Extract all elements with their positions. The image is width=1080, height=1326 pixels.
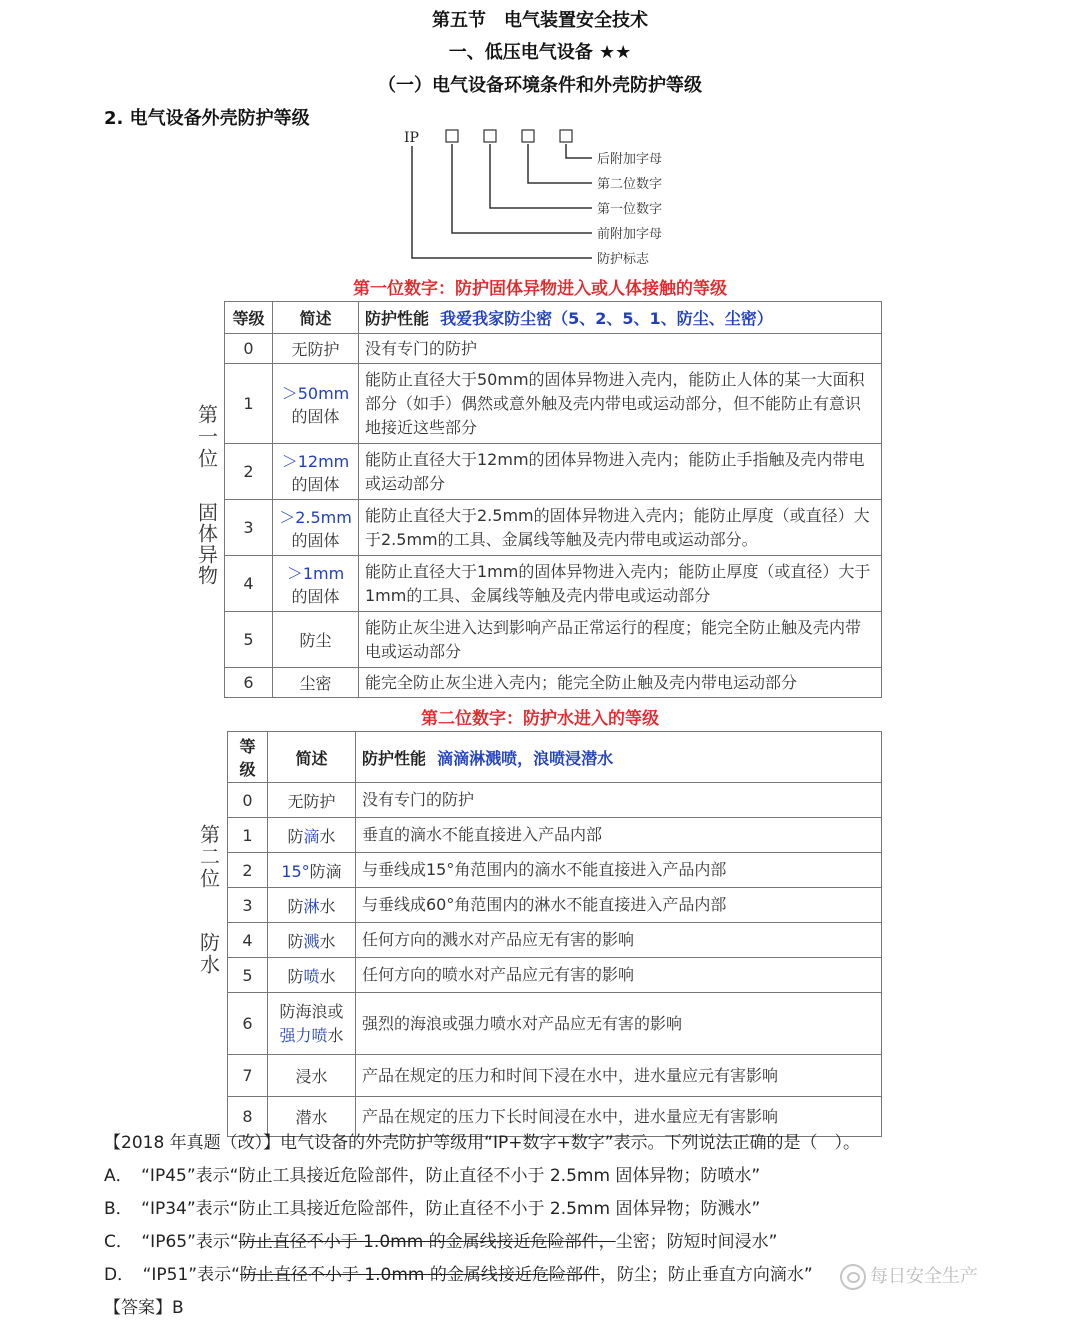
watermark: 每日安全生产 [840,1262,978,1290]
table-row: 3 ＞2.5mm 的固体 能防止直径大于2.5mm的固体异物进入壳内；能防止厚度（或直径）大于2.5mm的工具、金属线等触及壳内带电或运动部分。 [225,500,882,556]
label-second-digit: 第二位数字 [597,177,663,192]
option-d: D． “IP51”表示“防止直径不小于 1.0mm 的金属线接近危险部件，防尘；防止垂直方向滴水” [104,1265,813,1285]
table-row: 5 防尘 能防止灰尘进入达到影响产品正常运行的程度；能完全防止触及壳内带电或运动部分 [225,612,882,668]
table-row: 8 潜水 产品在规定的压力下长时间浸在水中，进水量应无有害影响 [228,1097,882,1137]
digit-box-4 [560,130,572,142]
option-b: B． “IP34”表示“防止工具接近危险部件，防止直径不小于 2.5mm 固体异物；防溅水” [104,1199,761,1219]
digit-box-2 [484,130,496,142]
table1-caption: 第一位数字：防护固体异物进入或人体接触的等级 [353,279,727,299]
header-brief: 简述 [273,302,359,334]
header-grade: 等级 [225,302,273,334]
table-row: 5 防喷水 任何方向的喷水对产品应元有害的影响 [228,958,882,993]
sub-sub-title: （一）电气设备环境条件和外壳防护等级 [378,75,702,96]
table1-header-row [225,302,882,334]
table-row: 6 防海浪或 强力喷水 强烈的海浪或强力喷水对产品应无有害的影响 [228,993,882,1055]
table-row: 0 无防护 没有专门的防护 [228,783,882,818]
answer: 【答案】B [104,1298,184,1318]
table2-header-row: 等级 简述 防护性能 滴滴淋溅喷，浪喷浸潜水 [228,732,882,783]
ip-prefix: IP [404,130,419,146]
table-row: 2 ＞12mm 的固体 能防止直径大于12mm的团体异物进入壳内；能防止手指触及壳内带电或运动部分 [225,444,882,500]
table-row: 4 ＞1mm 的固体 能防止直径大于1mm的固体异物进入壳内；能防止厚度（或直径）大于1mm的工具、金属线等触及壳内带电或运动部分 [225,556,882,612]
label-prefix-letter: 前附加字母 [597,227,663,242]
table-row: 1 ＞50mm 的固体 能防止直径大于50mm的固体异物进入壳内，能防止人体的某一大面积部分（如手）偶然或意外触及壳内带电或运动部分，但不能防止有意识地接近这些部分 [225,364,882,444]
option-d-struck: 防止直径不小于 1.0mm 的金属线接近危险部件 [239,1265,600,1285]
table2-side-label-2: 防水 [196,932,221,976]
table-row: 3 防淋水 与垂线成60°角范围内的淋水不能直接进入产品内部 [228,888,882,923]
table2-second-digit [227,731,882,1137]
label-protection-mark: 防护标志 [597,252,650,267]
table-row: 4 防溅水 任何方向的溅水对产品应无有害的影响 [228,923,882,958]
option-c-struck: 防止直径不小于 1.0mm 的金属线接近危险部件， [238,1232,616,1252]
digit-box-3 [522,130,534,142]
table2-caption: 第二位数字：防护水进入的等级 [421,709,659,729]
wechat-icon [840,1264,866,1290]
table-row: 2 15°防滴 与垂线成15°角范围内的滴水不能直接进入产品内部 [228,853,882,888]
label-first-digit: 第一位数字 [597,202,663,217]
option-a: A． “IP45”表示“防止工具接近危险部件，防止直径不小于 2.5mm 固体异物；防喷水” [104,1166,761,1186]
table1-first-digit [224,301,882,698]
table1-side-label-2: 固体异物 [194,502,219,586]
table-row: 0 无防护 没有专门的防护 [225,334,882,364]
mnemonic: 滴滴淋溅喷，浪喷浸潜水 [437,748,614,768]
digit-box-1 [446,130,458,142]
option-c: C． “IP65”表示“防止直径不小于 1.0mm 的金属线接近危险部件，尘密；防短时间浸水” [104,1232,778,1252]
table1-side-label-1: 第一位 [194,404,219,470]
table-row: 7 浸水 产品在规定的压力和时间下浸在水中，进水量应元有害影响 [228,1055,882,1097]
header-perf: 防护性能 我爱我家防尘密（5、2、5、1、防尘、尘密） [359,302,882,334]
section-title: 第五节 电气装置安全技术 [432,10,648,31]
table-row: 6 尘密 能完全防止灰尘进入壳内；能完全防止触及壳内带电运动部分 [225,668,882,698]
label-suffix-letter: 后附加字母 [597,152,663,167]
sub-title: 一、低压电气设备 ★★ [448,42,632,63]
table-row: 1 防滴水 垂直的滴水不能直接进入产品内部 [228,818,882,853]
ip-code-diagram [400,124,700,274]
question-stem: 【2018 年真题（改）】电气设备的外壳防护等级用“IP+数字+数字”表示。下列说法正确的是（ ）。 [104,1133,861,1153]
topic-title: 2. 电气设备外壳防护等级 [104,108,310,129]
mnemonic: 我爱我家防尘密（5、2、5、1、防尘、尘密） [440,309,773,328]
table2-side-label-1: 第二位 [196,824,221,890]
